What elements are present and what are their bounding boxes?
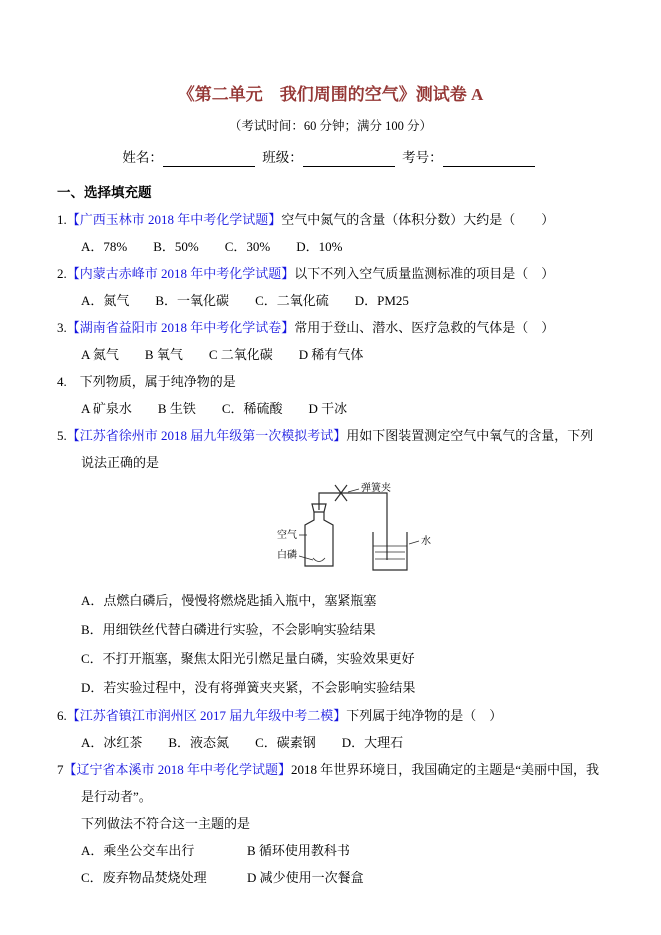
section-title: 一、选择填充题	[57, 185, 152, 200]
option-c: C．二氧化硫	[255, 293, 329, 308]
exam-no-label: 考号：	[402, 150, 443, 165]
question-stem: 下列属于纯净物的是（ ）	[346, 708, 503, 723]
option-a: A 矿泉水	[81, 401, 132, 416]
option-d: D 干冰	[308, 401, 348, 416]
question-5	[57, 422, 604, 702]
phosphorus-label: 白磷	[277, 550, 297, 561]
question-number: 7	[57, 762, 64, 777]
option-a: A．氮气	[81, 293, 130, 308]
option-c: C．稀硫酸	[221, 401, 283, 416]
name-label: 姓名：	[122, 150, 163, 165]
question-list	[57, 206, 604, 891]
option-c: C．废弃物品焚烧处理	[81, 870, 207, 885]
question-stem: 用如下图装置测定空气中氧气的含量，下列说法正确的是	[81, 428, 594, 470]
option-b: B．用细铁丝代替白磷进行实验，不会影响实验结果	[81, 622, 376, 637]
question-number: 2.	[57, 266, 67, 281]
glass-tube	[319, 493, 387, 560]
question-number: 4.	[57, 374, 67, 389]
option-b: B 氧气	[144, 347, 183, 362]
question-source: 【广西玉林市 2018 年中考化学试题】	[66, 212, 282, 227]
gas-bottle	[305, 512, 333, 566]
question-source: 【江苏省镇江市润州区 2017 届九年级中考二模】	[66, 708, 347, 723]
question-stem: 空气中氮气的含量（体积分数）大约是（ ）	[281, 212, 555, 227]
question-3	[57, 314, 604, 368]
option-a: A 氮气	[81, 347, 119, 362]
option-d: D 稀有气体	[298, 347, 364, 362]
option-c: C．30%	[224, 239, 271, 254]
apparatus-figure	[57, 480, 604, 580]
water-label: 水	[421, 536, 431, 547]
option-c: C．不打开瓶塞，聚焦太阳光引燃足量白磷，实验效果更好	[81, 651, 415, 666]
question-number: 1.	[57, 212, 67, 227]
option-b: B．50%	[153, 239, 199, 254]
apparatus-diagram	[269, 480, 454, 580]
spring-clip-label: 弹簧夹	[361, 483, 391, 494]
question-4	[57, 368, 604, 422]
phosphorus-arrow	[299, 556, 313, 560]
question-number: 6.	[57, 708, 67, 723]
option-d: D 减少使用一次餐盒	[247, 870, 364, 885]
option-d: D．大理石	[341, 735, 404, 750]
name-class-examno-line	[57, 148, 604, 167]
question-source: 【江苏省徐州市 2018 届九年级第一次模拟考试】	[66, 428, 347, 443]
question-source: 【内蒙古赤峰市 2018 年中考化学试题】	[66, 266, 295, 281]
class-blank-underline	[303, 151, 395, 167]
option-a: A．冰红茶	[81, 735, 143, 750]
question-number: 3.	[57, 320, 67, 335]
question-stem-line2: 下列做法不符合这一主题的是	[81, 816, 251, 831]
question-7	[57, 756, 604, 891]
page-subtitle: （考试时间：60 分钟；满分 100 分）	[228, 119, 433, 133]
air-label: 空气	[277, 530, 297, 541]
exam-no-blank-underline	[443, 151, 535, 167]
question-source: 【湖南省益阳市 2018 年中考化学试卷】	[66, 320, 295, 335]
page-title: 《第二单元 我们周围的空气》测试卷 A	[177, 85, 484, 104]
question-source: 【辽宁省本溪市 2018 年中考化学试题】	[63, 762, 292, 777]
question-stem: 下列物质，属于纯净物的是	[66, 374, 236, 389]
question-number: 5.	[57, 428, 67, 443]
option-c: C 二氧化碳	[208, 347, 273, 362]
question-stem: 常用于登山、潜水、医疗急救的气体是（ ）	[294, 320, 555, 335]
clip-arrow	[348, 489, 359, 492]
option-a: A．点燃白磷后，慢慢将燃烧匙插入瓶中，塞紧瓶塞	[81, 593, 377, 608]
name-blank-underline	[163, 151, 255, 167]
phosphorus-dish	[313, 558, 325, 562]
option-d: D．若实验过程中，没有将弹簧夹夹紧，不会影响实验结果	[81, 680, 416, 695]
question-stem: 2018 年世界环境日，我国确定的主题是“美丽中国，我是行动者”。	[81, 762, 600, 804]
question-stem: 以下不列入空气质量监测标准的项目是（ ）	[294, 266, 555, 281]
option-d: D．10%	[296, 239, 343, 254]
class-label: 班级：	[262, 150, 303, 165]
question-2	[57, 260, 604, 314]
option-b: B 生铁	[157, 401, 196, 416]
beaker	[373, 532, 407, 570]
question-1	[57, 206, 604, 260]
water-arrow	[409, 541, 419, 544]
option-c: C．碳素钢	[255, 735, 316, 750]
option-b: B 循环使用教科书	[247, 843, 350, 858]
option-d: D．PM25	[354, 293, 409, 308]
option-b: B．液态氮	[168, 735, 230, 750]
option-a: A．78%	[81, 239, 128, 254]
question-6	[57, 702, 604, 756]
question-5-options	[57, 586, 604, 702]
option-a: A．乘坐公交车出行	[81, 843, 195, 858]
option-b: B．一氧化碳	[155, 293, 230, 308]
